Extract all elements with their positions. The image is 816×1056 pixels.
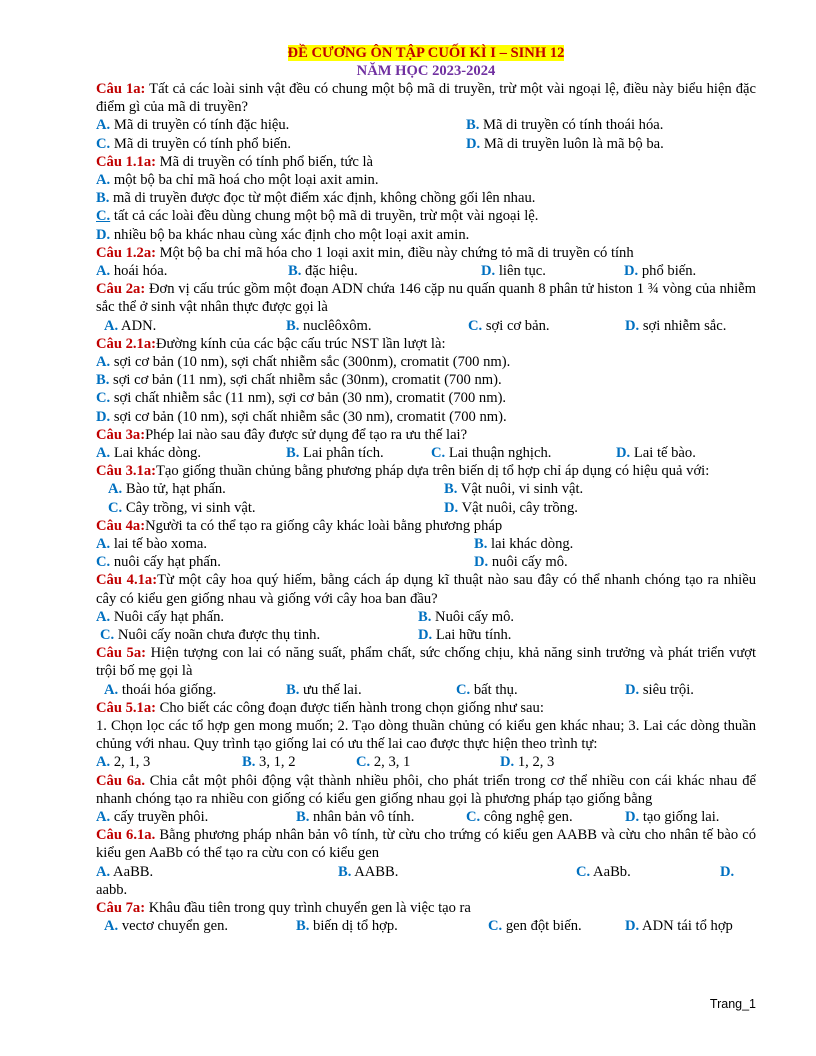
question	[96, 644, 756, 680]
option-key: D.	[481, 263, 496, 279]
option-text: phổ biến.	[638, 263, 697, 279]
option-key: D.	[616, 445, 631, 461]
option-text: tạo giống lai.	[639, 808, 720, 825]
question	[96, 699, 756, 717]
option-key: A.	[96, 445, 111, 461]
answer-option	[625, 317, 726, 335]
option-key: D.	[474, 554, 489, 571]
answer-option	[286, 681, 362, 699]
option-key: A.	[96, 754, 111, 771]
option-text: sợi cơ bản (11 nm), sợi chất nhiễm sắc (30nm), cromatit (700 nm).	[109, 372, 502, 389]
option-text: Mã di truyền luôn là mã bộ ba.	[480, 135, 664, 152]
document-page	[96, 44, 756, 935]
question-label: Câu 3a:	[96, 426, 146, 443]
option-key: B.	[286, 445, 300, 461]
answer-option	[242, 753, 296, 771]
question	[96, 280, 756, 316]
option-text: Vật nuôi, vi sinh vật.	[457, 481, 584, 498]
question-label: Câu 3.1a:	[96, 463, 156, 480]
option-key: D.	[624, 263, 639, 279]
answer-row	[96, 863, 756, 881]
option-key: C.	[488, 918, 503, 935]
option-text: ưu thế lai.	[299, 681, 362, 698]
option-text: một bộ ba chỉ mã hoá cho một loại axit amin.	[110, 171, 379, 188]
question-text: Cho biết các công đoạn được tiến hành trong chọn giống như sau:	[156, 699, 544, 716]
option-key: C.	[96, 390, 111, 407]
answer-option	[468, 317, 550, 335]
option-text: AaBb.	[590, 863, 631, 880]
option-key: D.	[625, 681, 640, 698]
answer-option	[616, 444, 696, 462]
answer-option	[418, 626, 511, 644]
answer-option	[474, 535, 573, 553]
option-text: AABB.	[351, 863, 399, 880]
option-text: AaBB.	[110, 863, 154, 880]
answer-option	[96, 408, 756, 426]
answer-option	[296, 917, 398, 935]
option-key: D.	[466, 135, 481, 152]
option-text: liên tục.	[495, 263, 546, 279]
answer-row	[96, 608, 756, 626]
option-key: A.	[96, 353, 111, 370]
question-list	[96, 80, 756, 935]
option-text: siêu trội.	[639, 681, 694, 698]
answer-row	[96, 317, 756, 335]
answer-option	[466, 135, 664, 153]
answer-option	[96, 553, 221, 571]
option-text: biến dị tổ hợp.	[309, 918, 398, 935]
question-label: Câu 1.2a:	[96, 244, 156, 261]
question	[96, 899, 756, 917]
answer-option	[296, 808, 414, 826]
answer-option	[96, 226, 756, 244]
option-text: công nghệ gen.	[480, 808, 573, 825]
answer-option	[96, 535, 207, 553]
option-key: C.	[576, 863, 591, 880]
answer-option	[456, 681, 518, 699]
option-text: nuclêôxôm.	[299, 317, 372, 334]
answer-option	[104, 917, 228, 935]
answer-option	[96, 608, 224, 626]
option-text: cấy truyền phôi.	[110, 808, 209, 825]
question	[96, 335, 756, 353]
option-text: Cây trồng, vi sinh vật.	[122, 499, 256, 516]
question	[96, 244, 756, 262]
option-text: nhiều bộ ba khác nhau cùng xác định cho một loại axit amin.	[110, 226, 470, 243]
question-text: Đơn vị cấu trúc gồm một đoạn ADN chứa 146 cặp nu quấn quanh 8 phân tử histon 1 ¾ vòng của nhiễm sắc thể ở sinh vật nhân thực được gọi là	[96, 281, 756, 316]
answer-option	[96, 171, 756, 189]
option-key: D.	[625, 918, 640, 935]
option-key: B.	[466, 117, 480, 134]
option-text: sợi chất nhiễm sắc (11 nm), sợi cơ bản (30 nm), cromatit (700 nm).	[110, 390, 507, 407]
option-text: Mã di truyền có tính đặc hiệu.	[110, 117, 290, 134]
answer-option	[488, 917, 582, 935]
answer-option	[481, 262, 546, 280]
answer-option	[108, 480, 226, 498]
option-key: C.	[108, 499, 123, 516]
option-text: gen đột biến.	[502, 918, 582, 935]
option-text: nuôi cấy mô.	[488, 554, 568, 571]
answer-option	[108, 499, 256, 517]
answer-row	[96, 553, 756, 571]
option-text: tất cả các loài đều dùng chung một bộ mã di truyền, trừ một vài ngoại lệ.	[110, 208, 539, 225]
answer-option	[418, 608, 514, 626]
option-key: D.	[96, 226, 111, 243]
option-text: 2, 1, 3	[110, 754, 151, 771]
answer-row	[96, 135, 756, 153]
answer-option	[104, 681, 216, 699]
option-text: nuôi cấy hạt phấn.	[110, 554, 221, 571]
question-label: Câu 1.1a:	[96, 153, 156, 170]
answer-option	[625, 917, 733, 935]
option-key: D.	[625, 317, 640, 334]
option-text: sợi cơ bản (10 nm), sợi chất nhiễm sắc (30 nm), cromatit (700 nm).	[110, 408, 507, 425]
option-key: B.	[296, 918, 310, 935]
option-text: sợi cơ bản (10 nm), sợi chất nhiễm sắc (300nm), cromatit (700 nm).	[110, 353, 511, 370]
answer-row	[96, 626, 756, 644]
answer-row	[96, 917, 756, 935]
option-text: lai tế bào xoma.	[110, 535, 208, 552]
option-key: A.	[104, 317, 119, 334]
question	[96, 153, 756, 171]
option-key: B.	[242, 754, 256, 771]
answer-row	[96, 808, 756, 826]
option-key: A.	[96, 535, 111, 552]
question-text: Một bộ ba chỉ mã hóa cho 1 loại axit min, điều này chứng tỏ mã di truyền có tính	[156, 244, 634, 261]
question-label: Câu 7a:	[96, 899, 146, 916]
option-key: B.	[296, 808, 310, 825]
answer-row	[96, 535, 756, 553]
question	[96, 772, 756, 808]
option-key: B.	[96, 372, 110, 389]
question-text: Từ một cây hoa quý hiếm, bằng cách áp dụng kĩ thuật nào sau đây có thể nhanh chóng tạo ra nhiều cây có kiểu gen giống nhau và giống với cây hoa ban đầu?	[96, 572, 757, 607]
option-text: Nuôi cấy noãn chưa được thụ tinh.	[114, 626, 321, 643]
option-key: A.	[104, 681, 119, 698]
option-key: A.	[96, 117, 111, 134]
answer-option	[624, 262, 696, 280]
answer-option	[444, 499, 578, 517]
option-key: D.	[720, 863, 735, 880]
option-text: sợi cơ bản.	[482, 317, 550, 334]
question-label: Câu 2a:	[96, 281, 146, 298]
answer-row	[96, 444, 756, 462]
option-key: D.	[418, 626, 433, 643]
option-key: B.	[338, 863, 352, 880]
option-text: Nuôi cấy mô.	[431, 608, 515, 625]
answer-row	[96, 116, 756, 134]
option-key: A.	[96, 808, 111, 825]
option-text: đặc hiệu.	[301, 263, 358, 279]
question-text: Chia cắt một phôi động vật thành nhiều phôi, cho phát triển trong cơ thể nhiều con cái khác nhau để nhanh chóng tạo ra nhiều con giống có kiểu gen giống nhau gọi là phương pháp tạo giống bằng	[96, 772, 756, 807]
answer-option	[96, 371, 756, 389]
option-key: A.	[96, 863, 111, 880]
option-text: Lai khác dòng.	[110, 445, 201, 461]
option-text: 1, 2, 3	[514, 754, 555, 771]
option-key: C.	[466, 808, 481, 825]
option-text: Lai tế bào.	[630, 445, 696, 461]
option-key: C.	[356, 754, 371, 771]
answer-option	[96, 207, 756, 225]
question-label: Câu 4a:	[96, 517, 146, 534]
option-text: Nuôi cấy hạt phấn.	[110, 608, 225, 625]
text-line: 1. Chọn lọc các tổ hợp gen mong muốn; 2. Tạo dòng thuần chủng có kiểu gen khác nhau; 3. Lai các dòng thuần chủng với nhau. Quy trình tạo giống lai có ưu thế lai cao được thực hiện theo trình tự:	[96, 717, 756, 753]
option-key: C.	[96, 208, 111, 225]
answer-option	[474, 553, 568, 571]
option-key: C.	[431, 445, 446, 461]
question-label: Câu 6.1a.	[96, 827, 156, 844]
answer-row	[96, 499, 756, 517]
answer-option	[338, 863, 398, 881]
option-text: Mã di truyền có tính thoái hóa.	[479, 117, 664, 134]
answer-row	[96, 681, 756, 699]
answer-option	[100, 626, 320, 644]
option-key: C.	[100, 626, 115, 643]
option-key: B.	[444, 481, 458, 498]
option-text: sợi nhiễm sắc.	[639, 317, 727, 334]
answer-option	[96, 262, 167, 280]
answer-option	[96, 116, 289, 134]
question-label: Câu 4.1a:	[96, 572, 158, 589]
answer-option	[96, 135, 291, 153]
answer-option	[96, 808, 208, 826]
option-text: hoái hóa.	[110, 263, 168, 279]
option-text: Mã di truyền có tính phổ biến.	[110, 135, 291, 152]
option-key: B.	[286, 317, 300, 334]
option-text: ADN tái tổ hợp	[639, 918, 733, 935]
option-key: B.	[286, 681, 300, 698]
option-text: Vật nuôi, cây trồng.	[458, 499, 578, 516]
option-text: 3, 1, 2	[255, 754, 296, 771]
question-label: Câu 5.1a:	[96, 699, 156, 716]
answer-option	[288, 262, 358, 280]
option-text: 2, 3, 1	[370, 754, 411, 771]
option-text: ADN.	[118, 317, 157, 334]
question-text: Tạo giống thuần chủng bằng phương pháp dựa trên biến dị tổ hợp chỉ áp dụng có hiệu quả với:	[156, 463, 710, 480]
option-key: A.	[104, 918, 119, 935]
question-text: Phép lai nào sau đây được sử dụng để tạo ra ưu thế lai?	[145, 426, 468, 443]
answer-option	[356, 753, 410, 771]
answer-option	[96, 863, 153, 881]
option-key: A.	[96, 263, 111, 279]
option-key: C.	[468, 317, 483, 334]
option-text: Lai phân tích.	[299, 445, 384, 461]
option-text: vectơ chuyển gen.	[118, 918, 229, 935]
option-key: A.	[96, 171, 111, 188]
text-line: aabb.	[96, 881, 128, 898]
question-text: Bằng phương pháp nhân bản vô tính, từ cừu cho trứng có kiểu gen AABB và cừu cho nhân tế bào có kiểu gen AaBb có thể tạo ra cừu con có kiểu gen	[96, 827, 756, 862]
answer-option	[104, 317, 156, 335]
answer-option	[96, 389, 756, 407]
option-key: A.	[96, 608, 111, 625]
document-title: ĐỀ CƯƠNG ÔN TẬP CUỐI KÌ I – SINH 12	[287, 45, 565, 61]
option-key: D.	[444, 499, 459, 516]
answer-row	[96, 480, 756, 498]
option-key: D.	[625, 808, 640, 825]
answer-option	[96, 353, 756, 371]
answer-row	[96, 262, 756, 280]
option-text: thoái hóa giống.	[118, 681, 217, 698]
answer-option	[720, 863, 734, 881]
question-label: Câu 2.1a:	[96, 335, 156, 352]
school-year: NĂM HỌC 2023-2024	[356, 63, 496, 79]
option-key: C.	[96, 554, 111, 571]
question-text: Người ta có thể tạo ra giống cây khác loài bằng phương pháp	[145, 517, 503, 534]
question-text: Đường kính của các bậc cấu trúc NST lần lượt là:	[156, 335, 446, 352]
option-text: nhân bản vô tính.	[309, 808, 415, 825]
option-key: B.	[474, 535, 488, 552]
page-number: Trang_1	[709, 997, 756, 1011]
question-text: Mã di truyền có tính phổ biến, tức là	[156, 153, 374, 170]
answer-option	[625, 681, 694, 699]
answer-option	[96, 753, 150, 771]
question-label: Câu 6a.	[96, 772, 145, 789]
option-key: B.	[418, 608, 432, 625]
answer-option	[444, 480, 583, 498]
question-text: Khâu đầu tiên trong quy trình chuyển gen là việc tạo ra	[145, 899, 471, 916]
question-text: Tất cả các loài sinh vật đều có chung một bộ mã di truyền, trừ một vài ngoại lệ, điều này biểu hiện đặc điểm gì của mã di truyền?	[96, 81, 756, 116]
option-text: bất thụ.	[470, 681, 518, 698]
answer-option	[500, 753, 554, 771]
question	[96, 426, 756, 444]
answer-option	[286, 444, 384, 462]
option-key: B.	[288, 263, 302, 279]
question-label: Câu 5a:	[96, 645, 147, 662]
answer-option	[466, 808, 573, 826]
question	[96, 571, 756, 607]
option-key: D.	[500, 754, 515, 771]
option-text: mã di truyền được đọc từ một điểm xác định, không chồng gối lên nhau.	[109, 190, 536, 207]
answer-option	[96, 444, 201, 462]
question	[96, 826, 756, 862]
answer-option	[286, 317, 372, 335]
option-key: A.	[108, 481, 123, 498]
answer-row	[96, 753, 756, 771]
header	[96, 44, 756, 80]
answer-option	[466, 116, 663, 134]
option-key: B.	[96, 190, 110, 207]
option-text: Bào tử, hạt phấn.	[122, 481, 226, 498]
question	[96, 517, 756, 535]
option-key: C.	[456, 681, 471, 698]
question-label: Câu 1a:	[96, 81, 146, 97]
answer-option	[625, 808, 719, 826]
option-text: Lai thuận nghịch.	[445, 445, 552, 461]
answer-option	[431, 444, 551, 462]
option-key: C.	[96, 135, 111, 152]
option-key: D.	[96, 408, 111, 425]
question-text: Hiện tượng con lai có năng suất, phẩm chất, sức chống chịu, khả năng sinh trưởng và phát triển vượt trội bố mẹ gọi là	[96, 645, 756, 680]
answer-option	[96, 189, 756, 207]
option-text: Lai hữu tính.	[432, 626, 512, 643]
question	[96, 80, 756, 116]
answer-option	[576, 863, 631, 881]
question	[96, 462, 756, 480]
option-text: lai khác dòng.	[487, 535, 574, 552]
